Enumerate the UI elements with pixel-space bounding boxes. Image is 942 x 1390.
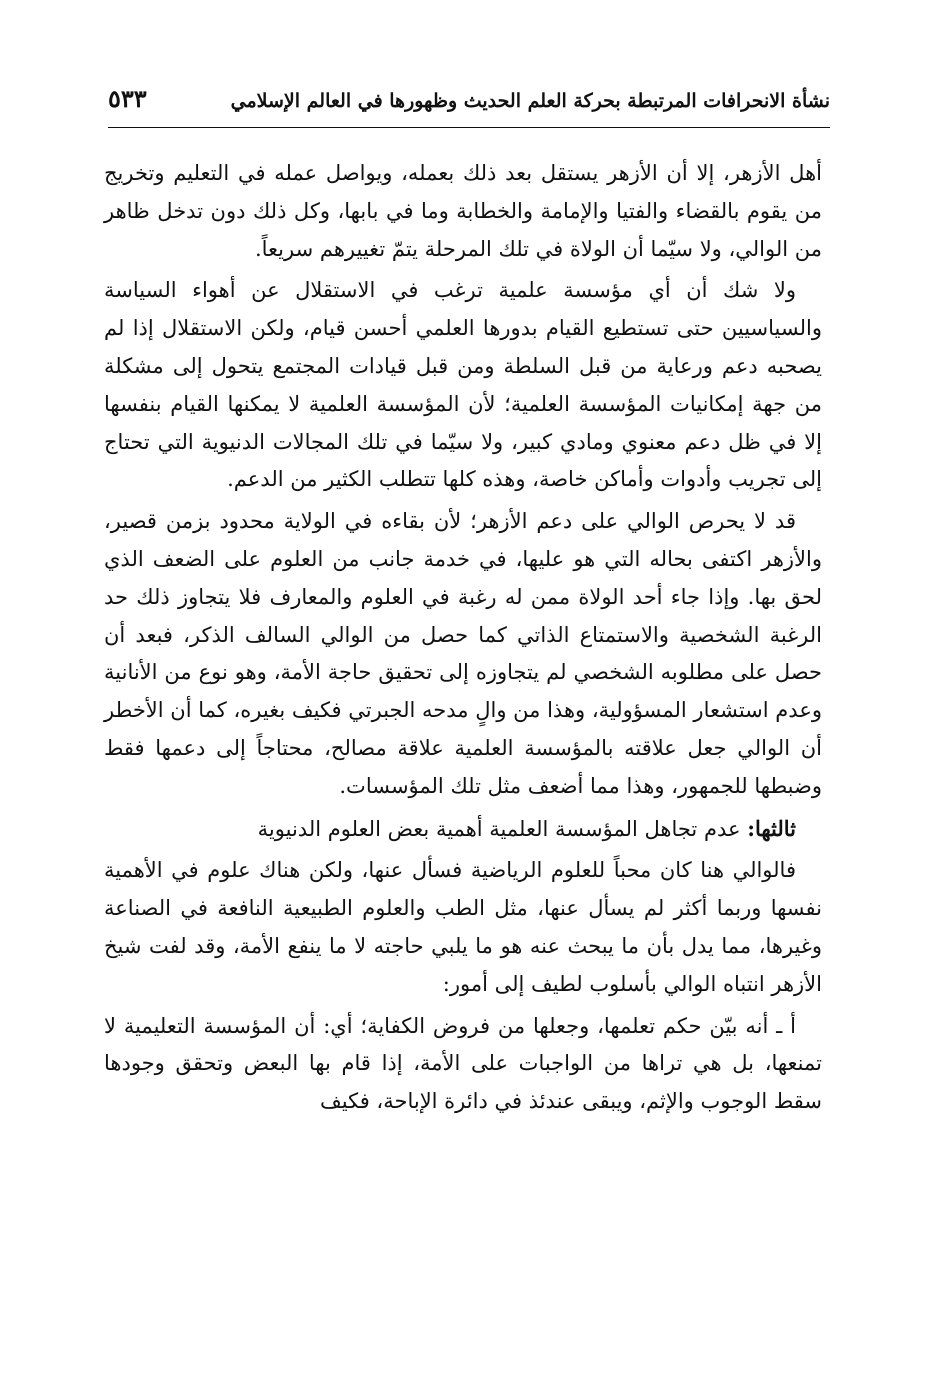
running-title: نشأة الانحرافات المرتبطة بحركة العلم الحديث وظهورها في العالم الإسلامي xyxy=(230,90,830,112)
paragraph-3: قد لا يحرص الوالي على دعم الأزهر؛ لأن بقاءه في الولاية محدود بزمن قصير، والأزهر اكتفى بحاله التي هو عليها، في خدمة جانب من العلوم على الضعف الذي لحق بها. وإذا جاء أحد الولاة ممن له رغبة في العلوم والمعارف فلا يتجاوز ذلك حد الرغبة الشخصية والاستمتاع الذاتي كما حصل من الوالي السالف الذكر، فبعد أن حصل على مطلوبه الشخصي لم يتجاوزه إلى تحقيق حاجة الأمة، وهو نوع من الأنانية وعدم استشعار المسؤولية، وهذا من والٍ مدحه الجبرتي فكيف بغيره، كما أن الأخطر أن الوالي جعل علاقته بالمؤسسة العلمية علاقة مصالح، محتاجاً إلى دعمها فقط وضبطها للجمهور، وهذا مما أضعف مثل تلك المؤسسات. xyxy=(104,509,822,798)
running-header xyxy=(108,84,830,124)
paragraph-4: فالوالي هنا كان محباً للعلوم الرياضية فسأل عنها، ولكن هناك علوم في الأهمية نفسها وربما أكثر لم يسأل عنها، مثل الطب والعلوم الطبيعية النافعة في الصناعة وغيرها، مما يدل بأن ما يبحث عنه هو ما يلبي حاجته لا ما ينفع الأمة، وقد لفت شيخ الأزهر انتباه الوالي بأسلوب لطيف إلى أمور: xyxy=(104,858,822,996)
page-body xyxy=(104,155,822,1125)
paragraph-2: ولا شك أن أي مؤسسة علمية ترغب في الاستقلال عن أهواء السياسة والسياسيين حتى تستطيع القيام بدورها العلمي أحسن قيام، ولكن الاستقلال إذا لم يصحبه دعم ورعاية من قبل السلطة ومن قبل قيادات المجتمع يتحول إلى مشكلة من جهة إمكانيات المؤسسة العلمية؛ لأن المؤسسة العلمية لا يمكنها القيام بنفسها إلا في ظل دعم معنوي ومادي كبير، ولا سيّما في تلك المجالات الدنيوية التي تحتاج إلى تجريب وأدوات وأماكن خاصة، وهذه كلها تتطلب الكثير من الدعم. xyxy=(104,278,822,492)
paragraph-5: أ ـ أنه بيّن حكم تعلمها، وجعلها من فروض الكفاية؛ أي: أن المؤسسة التعليمية لا تمنعها، بل هي تراها من الواجبات على الأمة، إذا قام بها البعض وتحقق وجودها سقط الوجوب والإثم، ويبقى عندئذ في دائرة الإباحة، فكيف xyxy=(104,1013,822,1114)
section-heading-text: عدم تجاهل المؤسسة العلمية أهمية بعض العلوم الدنيوية xyxy=(257,816,741,841)
header-divider xyxy=(108,127,830,128)
section-heading-label: ثالثها: xyxy=(747,815,796,841)
page-number: ٥٣٣ xyxy=(108,84,147,113)
section-heading xyxy=(104,810,822,849)
paragraph-1: أهل الأزهر، إلا أن الأزهر يستقل بعد ذلك بعمله، ويواصل عمله في التعليم وتخريج من يقوم بالقضاء والفتيا والإمامة والخطابة وما في بابها، وكل ذلك دون تدخل ظاهر من الوالي، ولا سيّما أن الولاة في تلك المرحلة يتمّ تغييرهم سريعاً. xyxy=(104,161,822,261)
